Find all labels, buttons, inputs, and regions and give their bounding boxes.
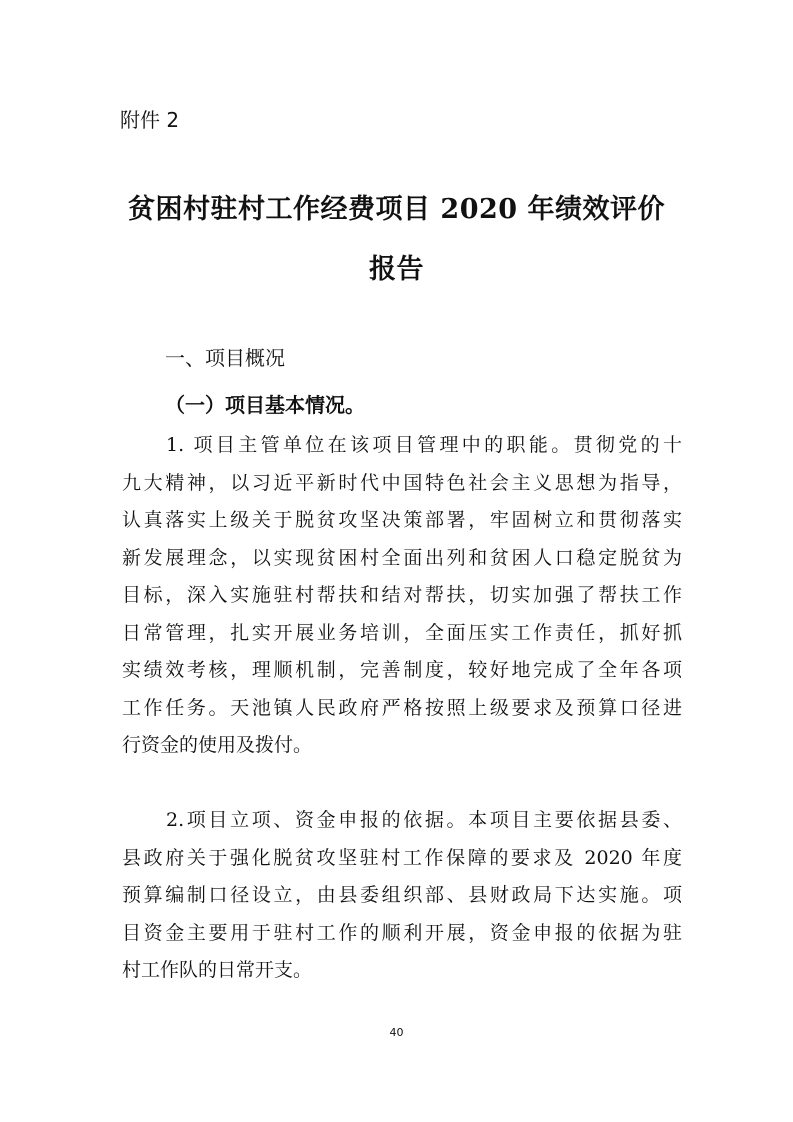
- paragraph-line: 新发展理念，以实现贫困村全面出列和贫困人口稳定脱贫为: [122, 546, 682, 569]
- paragraph-line: 实绩效考核，理顺机制，完善制度，较好地完成了全年各项: [122, 659, 682, 681]
- paragraph-line: 九大精神，以习近平新时代中国特色社会主义思想为指导，: [122, 471, 682, 494]
- paragraph-line: 工作任务。天池镇人民政府严格按照上级要求及预算口径进: [122, 696, 682, 719]
- page-number: 40: [389, 1026, 404, 1039]
- paragraph-line: 目资金主要用于驻村工作的顺利开展，资金申报的依据为驻: [122, 921, 682, 944]
- paragraph-line: 2.项目立项、资金申报的依据。本项目主要依据县委、: [166, 809, 682, 831]
- section-heading: 一、项目概况: [165, 346, 285, 370]
- paragraph-2: [122, 802, 682, 990]
- attachment-label: 附件 2: [120, 108, 180, 132]
- paragraph-line: 行资金的使用及拨付。: [122, 734, 313, 756]
- paragraph-line: 1. 项目主管单位在该项目管理中的职能。贯彻党的十: [166, 434, 682, 456]
- paragraph-line: 目标，深入实施驻村帮扶和结对帮扶，切实加强了帮扶工作: [122, 584, 682, 606]
- paragraph-line: 认真落实上级关于脱贫攻坚决策部署，牢固树立和贯彻落实: [122, 509, 682, 531]
- document-title-line-2: 报告: [369, 254, 424, 285]
- paragraph-line: 日常管理，扎实开展业务培训，全面压实工作责任，抓好抓: [122, 621, 682, 644]
- section-subheading: （一）项目基本情况。: [165, 393, 365, 417]
- document-title-line-1: 贫困村驻村工作经费项目 2020 年绩效评价: [128, 194, 665, 225]
- paragraph-line: 预算编制口径设立，由县委组织部、县财政局下达实施。项: [122, 884, 682, 906]
- paragraph-line: 村工作队的日常开支。: [122, 959, 313, 981]
- paragraph-1: [122, 427, 682, 765]
- paragraph-line: 县政府关于强化脱贫攻坚驻村工作保障的要求及 2020 年度: [122, 846, 682, 869]
- document-title: [100, 180, 693, 300]
